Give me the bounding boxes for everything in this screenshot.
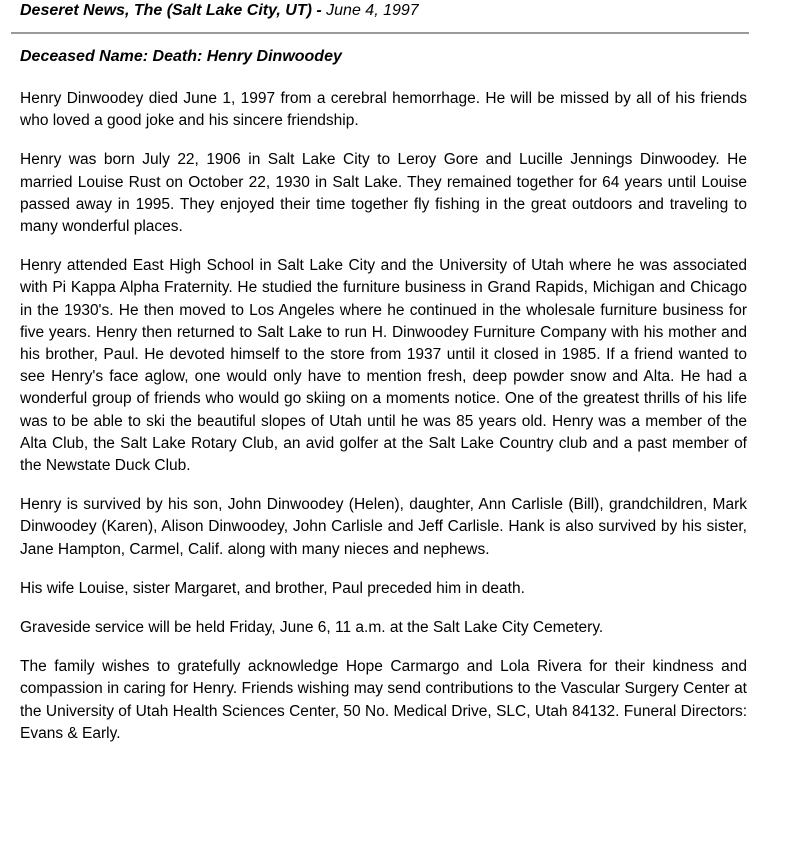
- source-line: [20, 2, 419, 20]
- deceased-name-heading: Deceased Name: Death: Henry Dinwoodey: [20, 48, 342, 65]
- paragraph-acknowledgement: The family wishes to gratefully acknowledge Hope Carmargo and Lola Rivera for their kindness and compassion in caring for Henry. Friends wishing may send contributions to the Vascular Surgery Center at the University of Utah Health Sciences Center, 50 No. Medical Drive, SLC, Utah 84132. Funeral Directors: Evans & Early.: [20, 658, 747, 742]
- paragraph-preceded: His wife Louise, sister Margaret, and brother, Paul preceded him in death.: [20, 579, 525, 597]
- paragraph-survivors: Henry is survived by his son, John Dinwoodey (Helen), daughter, Ann Carlisle (Bill), grandchildren, Mark Dinwoodey (Karen), Alison Dinwoodey, John Carlisle and Jeff Carlisle. Hank is also survived by his sister, Jane Hampton, Carmel, Calif. along with many nieces and nephews.: [20, 496, 747, 558]
- source-separator: -: [311, 2, 327, 19]
- obituary-body: [20, 88, 747, 762]
- publication-name: Deseret News, The (Salt Lake City, UT): [20, 2, 312, 19]
- paragraph-death-notice: Henry Dinwoodey died June 1, 1997 from a cerebral hemorrhage. He will be missed by all of his friends who loved a good joke and his sincere friendship.: [20, 90, 747, 130]
- paragraph-birth-marriage: Henry was born July 22, 1906 in Salt Lake City to Leroy Gore and Lucille Jennings Dinwoodey. He married Louise Rust on October 22, 1930 in Salt Lake. They remained together for 64 years until Louise passed away in 1995. They enjoyed their time together fly fishing in the great outdoors and traveling to many wonderful places.: [20, 151, 747, 236]
- paragraph-life-career: Henry attended East High School in Salt Lake City and the University of Utah where he was associated with Pi Kappa Alpha Fraternity. He studied the furniture business in Grand Rapids, Michigan and Chicago in the 1930's. He then moved to Los Angeles where he continued in the wholesale furniture business for five years. Henry then returned to Salt Lake to run H. Dinwoodey Furniture Company with his mother and his brother, Paul. He devoted himself to the store from 1937 until it closed in 1985. If a friend wanted to see Henry's face aglow, one would only have to mention fresh, deep powder snow and Alta. He had a wonderful group of friends who would go skiing on a moments notice. One of the greatest thrills of his life was to be able to ski the beautiful slopes of Utah until he was 85 years old. Henry was a member of the Alta Club, the Salt Lake Rotary Club, an avid golfer at the Salt Lake Country club and a past member of the Newstate Duck Club.: [20, 257, 747, 475]
- horizontal-divider: [11, 32, 749, 34]
- paragraph-service: Graveside service will be held Friday, June 6, 11 a.m. at the Salt Lake City Cemetery.: [20, 619, 604, 637]
- publication-date: June 4, 1997: [326, 2, 419, 19]
